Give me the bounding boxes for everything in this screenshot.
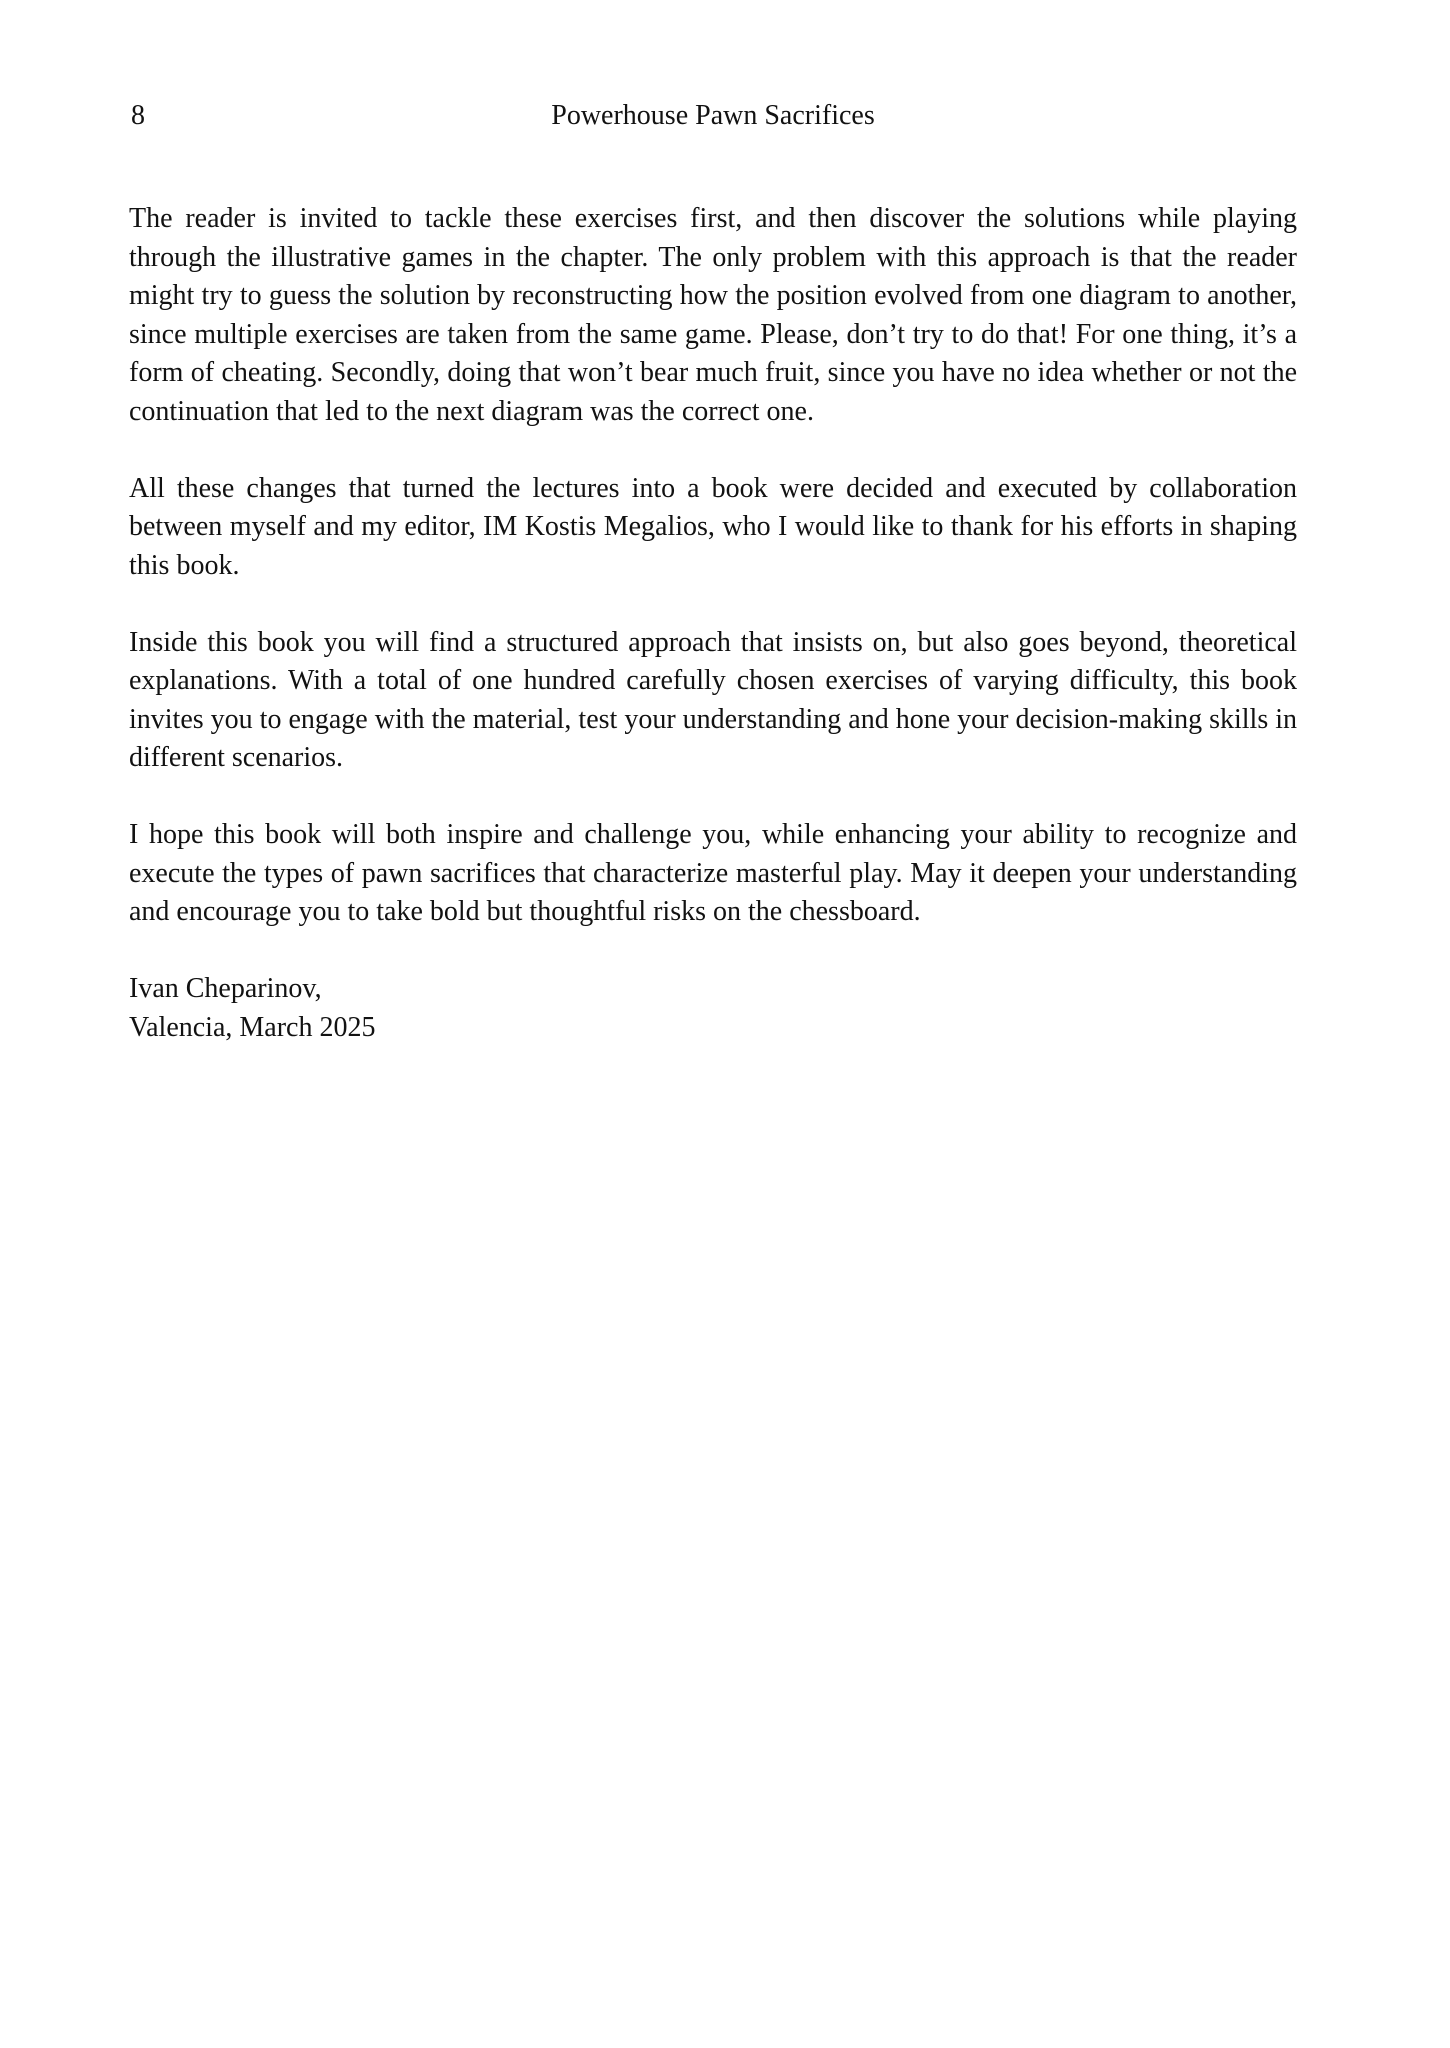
signature-block xyxy=(129,970,1297,1047)
page-body xyxy=(129,200,1297,1047)
page-header xyxy=(129,102,1297,140)
paragraph-hope-inspire: I hope this book will both inspire and challenge you, while enhancing your ability to recognize and execute the types of pawn sacrifices that characterize masterful play. May it deepen your understanding and encourage you to take bold but thoughtful risks on the chessboard. xyxy=(129,819,1297,927)
paragraph-reader-invited: The reader is invited to tackle these exercises first, and then discover the solutions while playing through the illustrative games in the chapter. The only problem with this approach is that the reader might try to guess the solution by reconstructing how the position evolved from one diagram to another, since multiple exercises are taken from the same game. Please, don’t try to do that! For one thing, it’s a form of cheating. Secondly, doing that won’t bear much fruit, since you have no idea whether or not the continuation that led to the next diagram was the correct one. xyxy=(129,203,1297,427)
paragraph-changes-collaboration: All these changes that turned the lectures into a book were decided and executed by collaboration between myself and my editor, IM Kostis Megalios, who I would like to thank for his efforts in shaping this book. xyxy=(129,472,1297,581)
running-head-title: Powerhouse Pawn Sacrifices xyxy=(551,100,875,131)
signature-author: Ivan Cheparinov, xyxy=(129,973,322,1004)
paragraph-structured-approach: Inside this book you will find a structured approach that insists on, but also goes beyond, theoretical explanations. With a total of one hundred carefully chosen exercises of varying difficulty, this book invites you to engage with the material, test your understanding and hone your decision-making skills in different scenarios. xyxy=(129,626,1297,773)
signature-place-date: Valencia, March 2025 xyxy=(129,1011,376,1043)
page-number: 8 xyxy=(131,100,145,131)
